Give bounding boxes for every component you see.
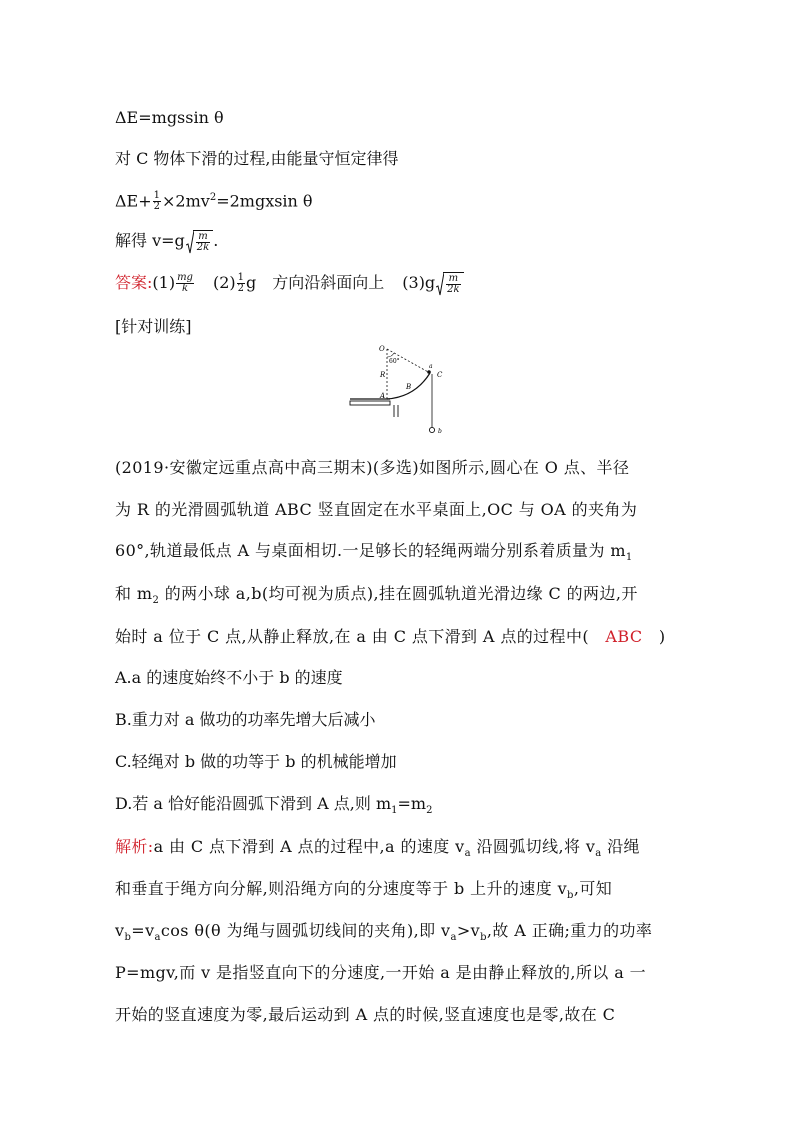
text: ΔE=mgssin θ [115,108,224,127]
label-point-b: B [406,383,412,391]
explanation-line: 解析:a 由 C 点下滑到 A 点的过程中,a 的速度 $v_a$ 沿圆弧切线,将 $v_a$ 沿绳 [115,837,640,860]
answer-line: 答案:(1) $\frac{mg}{k}$ (2) $\frac{1}{2}$ g 方向沿斜面向上 (3)g $\frac{m}{2k}$ [115,272,464,295]
angle-arc [387,353,394,357]
label-ball-a: a [429,363,433,370]
equation-delta-e [115,108,224,128]
fraction-mg-k: $\frac{mg}{k}$ [177,272,193,294]
ball-b [429,427,434,432]
label-point-a: A [380,392,386,400]
option-d: D.若 a 恰好能沿圆弧下滑到 A 点,则 $m_1=m_2$ [115,794,433,817]
explanation-line: 和垂直于绳方向分解,则沿绳方向的分速度等于 b 上升的速度 $v_b$,可知 [115,879,613,902]
label-o: O [379,345,385,353]
label-ball-b: b [438,428,442,435]
option-c: C.轻绳对 b 做的功等于 b 的机械能增加 [115,752,397,771]
label-point-c: C [437,371,443,379]
text: ΔE+ [115,191,152,211]
explanation-line: $v_b=v_a\cos$ θ(θ 为绳与圆弧切线间的夹角),即 $v_a>v_b$,故 A 正确;重力的功率 [115,921,653,944]
explanation-line: 开始的竖直速度为零,最后运动到 A 点的时候,竖直速度也是零,故在 C [115,1005,616,1024]
option-a: A.a 的速度始终不小于 b 的速度 [115,668,343,687]
equation-energy: ΔE+ $\frac{1}{2}$ $\times 2mv^2=2mgxsin$ θ [115,190,313,213]
text: ×2mv [162,191,210,211]
circular-track-diagram [340,337,460,437]
option-b: B.重力对 a 做功的功率先增大后减小 [115,710,376,729]
explanation-label: 解析: [115,837,154,856]
radical-sign-icon [436,272,444,296]
text: 对 C 物体下滑的过程,由能量守恒定律得 [115,149,399,168]
equation-solution [115,230,218,253]
label-r: R [380,371,386,379]
question-line: 60°,轨道最低点 A 与桌面相切.一足够长的轻绳两端分别系着质量为 $m_1$ [115,541,633,564]
question-line: 始时 a 位于 C 点,从静止释放,在 a 由 C 点下滑到 A 点的过程中( ABC ) [115,627,666,646]
explanation-line: P=mgv,而 v 是指竖直向下的分速度,一开始 a 是由静止释放的,所以 a 一 [115,963,647,982]
ball-a [427,370,431,374]
sqrt-expression: $\frac{m}{2k}$ [186,230,213,253]
radical-sign-icon [186,230,194,254]
sqrt-expression: $\frac{m}{2k}$ [436,272,463,295]
question-line: 为 R 的光滑圆弧轨道 ABC 竖直固定在水平桌面上,OC 与 OA 的夹角为 [115,500,638,519]
paragraph-energy-conservation [115,149,399,169]
section-heading-training: [针对训练] [115,317,192,336]
answer-label: 答案: [115,273,153,292]
text: 解得 v=g [115,231,185,250]
table-top [350,401,390,405]
answer-choice: ABC [605,627,643,646]
question-line: 和 $m_2$ 的两小球 a,b(均可视为质点),挂在圆弧轨道光滑边缘 C 的两边,开 [115,584,638,607]
fraction-half: $\frac{1}{2}$ [237,272,245,294]
text: . [213,231,219,250]
fraction-half: $\frac{1}{2}$ [153,190,161,213]
text: =2mgxsin θ [216,191,313,211]
label-angle: 60° [389,358,400,365]
question-line: (2019·安徽定远重点高中高三期末)(多选)如图所示,圆心在 O 点、半径 [115,458,630,477]
